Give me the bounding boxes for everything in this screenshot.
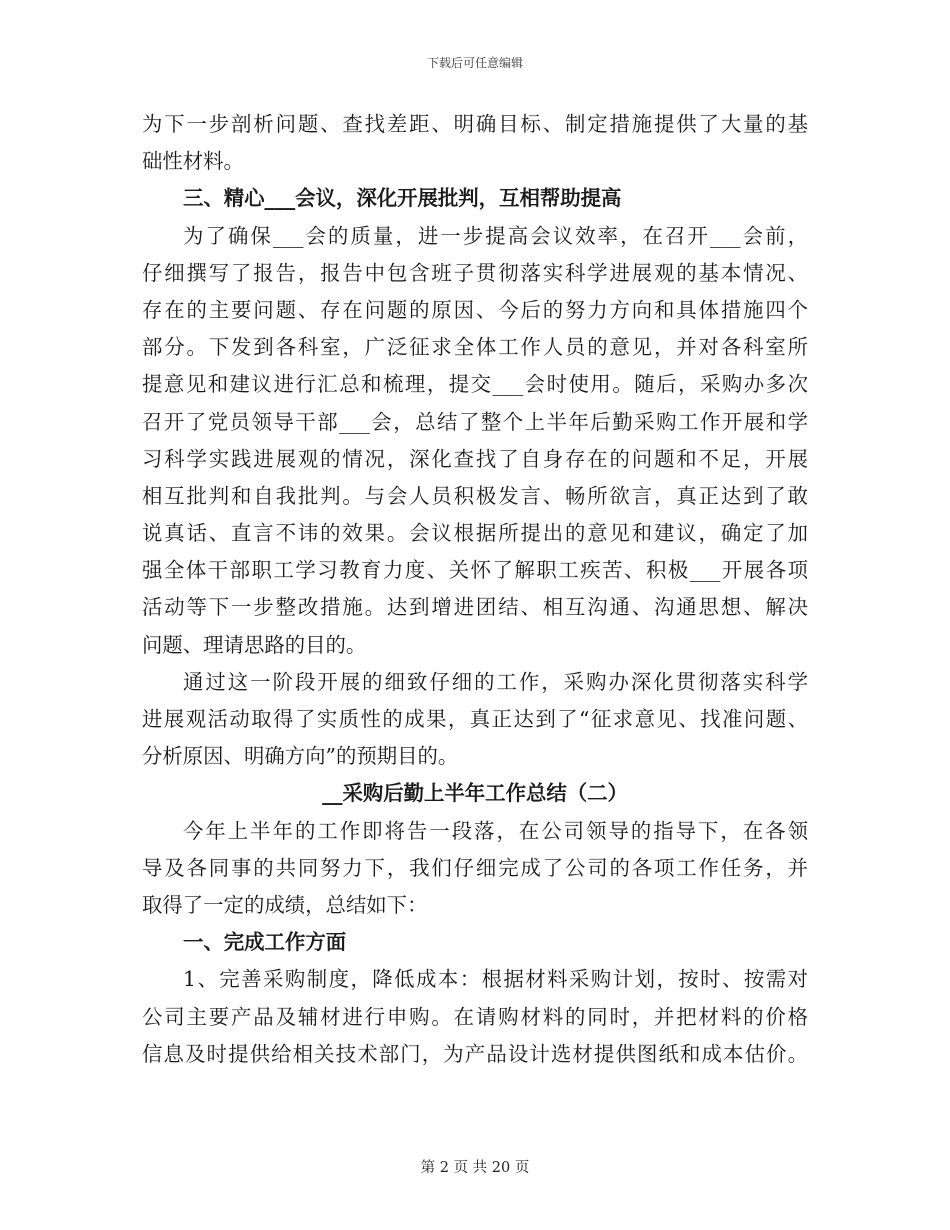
paragraph-line: 公司主要产品及辅材进行申购。在请购材料的同时，并把材料的价格	[142, 1004, 808, 1029]
paragraph-line: 说真话、直言不讳的效果。会议根据所提出的意见和建议，确定了加	[142, 521, 808, 546]
paragraph-line: 进展观活动取得了实质性的成果，真正达到了“征求意见、找准问题、	[142, 707, 808, 731]
page-header-note: 下载后可任意编辑	[426, 56, 523, 70]
paragraph-line: 1、完善采购制度，降低成本：根据材料采购计划，按时、按需对	[183, 967, 808, 992]
paragraph-line: 提意见和建议进行汇总和梳理，提交___会时使用。随后，采购办多次	[142, 372, 808, 397]
paragraph-line: 问题、理请思路的目的。	[142, 632, 367, 657]
section-heading: 一、完成工作方面	[183, 930, 347, 955]
paragraph-line: 通过这一阶段开展的细致仔细的工作，采购办深化贯彻落实科学	[183, 669, 808, 694]
paragraph-line: 仔细撰写了报告，报告中包含班子贯彻落实科学进展观的基本情况、	[142, 260, 808, 285]
paragraph-line: 为下一步剖析问题、查找差距、明确目标、制定措施提供了大量的基	[142, 112, 808, 136]
section-heading: 三、精心___会议，深化开展批判，互相帮助提高	[183, 186, 622, 211]
paragraph-line: 导及各同事的共同努力下，我们仔细完成了公司的各项工作任务，并	[142, 855, 808, 880]
paragraph-line: 信息及时提供给相关技术部门，为产品设计选材提供图纸和成本估价。	[142, 1041, 808, 1066]
document-body	[142, 106, 808, 1073]
paragraph-line: 础性材料。	[142, 149, 244, 174]
paragraph-line: 习科学实践进展观的情况，深化查找了自身存在的问题和不足，开展	[142, 446, 808, 471]
paragraph-line: 今年上半年的工作即将告一段落，在公司领导的指导下，在各领	[183, 818, 808, 843]
paragraph-line: 分析原因、明确方向”的预期目的。	[142, 744, 459, 769]
paragraph-line: 相互批判和自我批判。与会人员积极发言、畅所欲言，真正达到了敢	[142, 483, 808, 508]
page-footer-page-number: 第 2 页 共 20 页	[420, 1160, 530, 1176]
section-title: __采购后勤上半年工作总结（二）	[322, 781, 628, 806]
paragraph-line: 强全体干部职工学习教育力度、关怀了解职工疾苦、积极___开展各项	[142, 558, 808, 583]
paragraph-line: 存在的主要问题、存在问题的原因、今后的努力方向和具体措施四个	[142, 297, 808, 322]
paragraph-line: 召开了党员领导干部___会，总结了整个上半年后勤采购工作开展和学	[142, 409, 808, 434]
paragraph-line: 活动等下一步整改措施。达到增进团结、相互沟通、沟通思想、解决	[142, 595, 808, 620]
paragraph-line: 为了确保___会的质量，进一步提高会议效率，在召开___会前，	[183, 223, 808, 248]
paragraph-line: 取得了一定的成绩，总结如下：	[142, 892, 428, 917]
paragraph-line: 部分。下发到各科室，广泛征求全体工作人员的意见，并对各科室所	[142, 335, 808, 360]
